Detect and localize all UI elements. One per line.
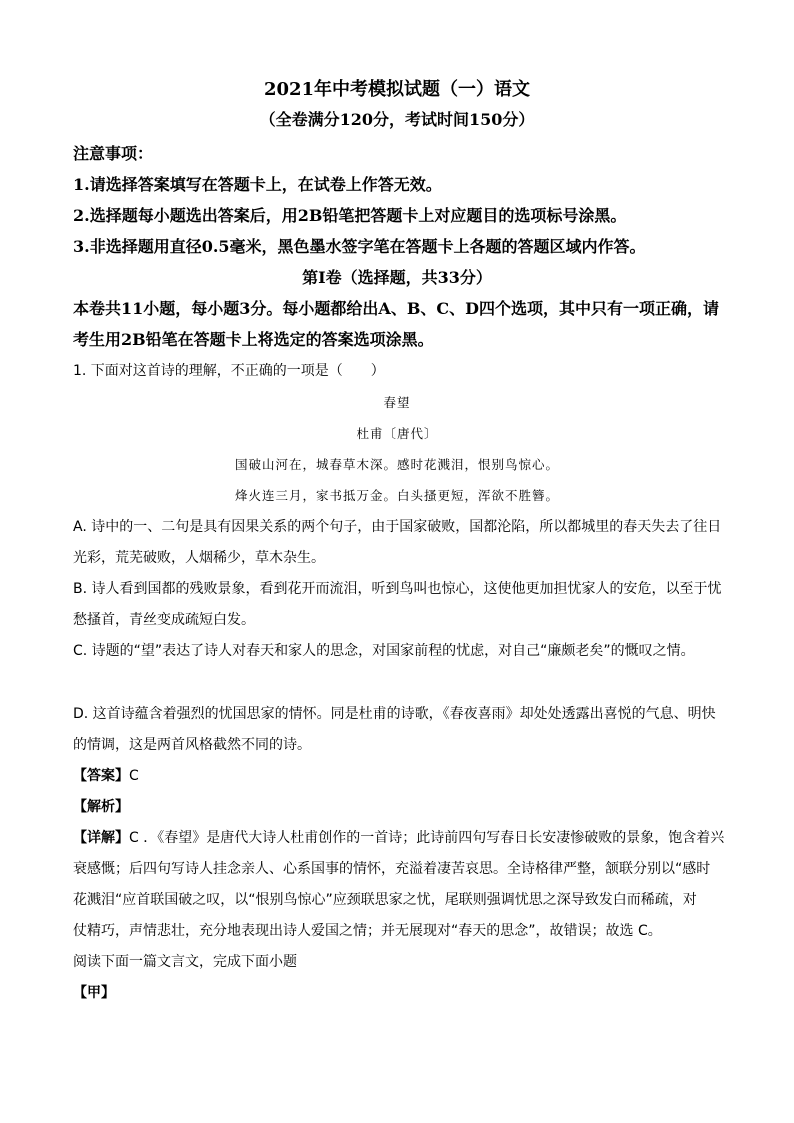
answer-tag: 【答案】 bbox=[73, 768, 129, 784]
detail-text: C ．《春望》是唐代大诗人杜甫创作的一首诗；此诗前四句写春日长安凄惨破败的景象，饱含着兴 bbox=[129, 830, 725, 846]
detail-tag: 【详解】 bbox=[73, 830, 129, 846]
detail-text: 衰感慨；后四句写诗人挂念亲人、心系国事的情怀，充溢着凄苦哀思。全诗格律严整，颔联分别以“感时 bbox=[73, 861, 711, 877]
section-intro: 考生用2B铅笔在答题卡上将选定的答案选项涂黑。 bbox=[73, 330, 434, 349]
poem-line: 国破山河在，城春草木深。感时花溅泪，恨别鸟惊心。 bbox=[234, 457, 559, 472]
notice-heading: 注意事项： bbox=[73, 144, 154, 163]
notice-item: 2.选择题每小题选出答案后，用2B铅笔把答题卡上对应题目的选项标号涂黑。 bbox=[73, 206, 627, 225]
analysis-tag: 【解析】 bbox=[73, 799, 129, 815]
part-tag: 【甲】 bbox=[73, 985, 115, 1001]
option-a-cont: 光彩，荒芜破败，人烟稀少，草木杂生。 bbox=[73, 550, 325, 566]
page-subtitle: （全卷满分120分，考试时间150分） bbox=[259, 110, 535, 129]
detail-text: 花溅泪“应首联国破之叹，以“恨别鸟惊心”应颈联思家之忧，尾联则强调忧思之深导致发白而稀疏，对 bbox=[73, 892, 697, 908]
option-c: C. 诗题的“望”表达了诗人对春天和家人的思念，对国家前程的忧虑，对自己“廉颇老矣”的慨叹之情。 bbox=[73, 643, 695, 659]
page-title: 2021年中考模拟试题（一）语文 bbox=[263, 79, 531, 100]
poem-author: 杜甫〔唐代〕 bbox=[356, 426, 438, 441]
option-b-cont: 愁搔首，青丝变成疏短白发。 bbox=[73, 612, 255, 628]
option-d: D. 这首诗蕴含着强烈的忧国思家的情怀。同是杜甫的诗歌，《春夜喜雨》却处处透露出喜悦的气息、明快 bbox=[73, 706, 716, 722]
poem-line: 烽火连三月，家书抵万金。白头搔更短，浑欲不胜簪。 bbox=[234, 488, 559, 503]
reading-instruction: 阅读下面一篇文言文，完成下面小题 bbox=[73, 954, 297, 970]
option-b: B. 诗人看到国都的残败景象，看到花开而流泪，听到鸟叫也惊心，这使他更加担忧家人的安危，以至于忧 bbox=[73, 581, 722, 597]
answer-line bbox=[73, 765, 139, 785]
option-d-cont: 的情调，这是两首风格截然不同的诗。 bbox=[73, 737, 311, 753]
section-intro: 本卷共11小题，每小题3分。每小题都给出A、B、C、D四个选项，其中只有一项正确，请 bbox=[73, 299, 719, 318]
poem-title: 春望 bbox=[383, 395, 411, 410]
notice-item: 3.非选择题用直径0.5毫米，黑色墨水签字笔在答题卡上各题的答题区域内作答。 bbox=[73, 237, 646, 256]
answer-value: C bbox=[129, 768, 139, 784]
question-stem: 1. 下面对这首诗的理解，不正确的一项是（ ） bbox=[73, 363, 385, 379]
notice-item: 1.请选择答案填写在答题卡上，在试卷上作答无效。 bbox=[73, 175, 442, 194]
detail-line bbox=[73, 827, 724, 847]
option-a: A. 诗中的一、二句是具有因果关系的两个句子，由于国家破败，国都沦陷，所以都城里的春天失去了往日 bbox=[73, 519, 722, 535]
section-title: 第Ⅰ卷（选择题，共33分） bbox=[302, 268, 492, 287]
detail-text: 仗精巧，声情悲壮，充分地表现出诗人爱国之情；并无展现对“春天的思念”，故错误；故选 C。 bbox=[73, 923, 662, 939]
